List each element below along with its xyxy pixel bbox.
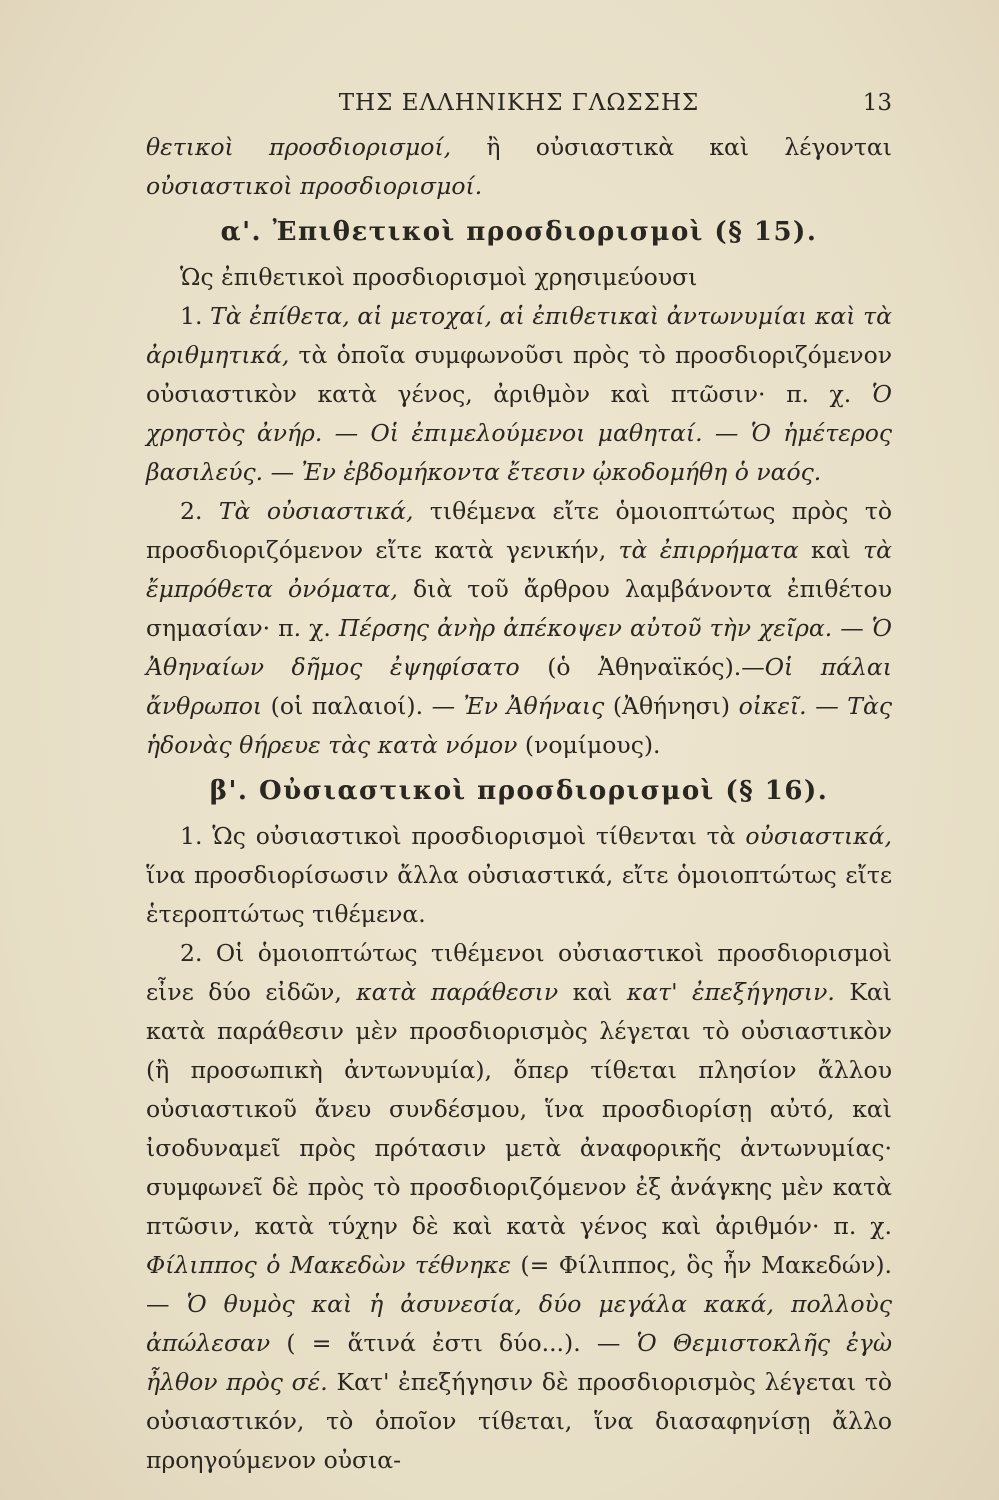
paragraph-text: Οἱ ὁμοιοπτώτως τιθέμενοι οὐσιαστικοὶ προσδιορισμοὶ εἶνε δύο εἰδῶν, xyxy=(146,939,892,1006)
example: Ὁ Θεμιστοκλῆς ἐγὼ ἦλθον πρὸς σέ. xyxy=(146,1329,892,1396)
italic-term: κατ' ἐπεξήγησιν. xyxy=(626,978,835,1006)
paragraph-text: Κατ' ἐπεξήγησιν δὲ προσδιορισμὸς λέγεται τὸ οὐσιαστικόν, τὸ ὁποῖον τίθεται, ἵνα διασαφηνίσῃ ἄλλο προηγούμενον οὐσια- xyxy=(146,1368,892,1474)
paragraph-text: τὰ ὁποῖα συμφωνοῦσι πρὸς τὸ προσδιοριζόμενον οὐσιαστικὸν κατὰ γένος, ἀριθμὸν καὶ πτῶσιν· π. χ. xyxy=(146,341,892,408)
intro-italic-end: οὐσιαστικοὶ προσδιορισμοί. xyxy=(146,172,483,200)
page-header xyxy=(146,84,892,124)
intro-italic-lead: θετικοὶ προσδιορισμοί, xyxy=(146,133,452,161)
italic-terms: Τὰ ἐπίθετα, αἱ μετοχαί, αἱ ἐπιθετικαὶ ἀντωνυμίαι καὶ τὰ ἀριθμητικά, xyxy=(146,302,892,369)
paragraph-text: τιθέμενα εἴτε ὁμοιοπτώτως πρὸς τὸ προσδιοριζόμενον εἴτε κατὰ γενικήν, xyxy=(146,497,892,564)
paragraph-text: Καὶ κατὰ παράθεσιν μὲν προσδιορισμὸς λέγεται τὸ οὐσιαστικὸν (ἢ προσωπικὴ ἀντωνυμία), ὅπερ τίθεται πλησίον ἄλλου οὐσιαστικοῦ ἄνευ συνδέσμου, ἵνα προσδιορίσῃ αὐτό, καὶ ἰσοδυναμεῖ πρὸς πρότασιν μετὰ ἀναφορικῆς ἀντωνυμίας· συμφωνεῖ δὲ πρὸς τὸ προσδιοριζόμενον ἐξ ἀνάγκης μὲν κατὰ πτῶσιν, κατὰ τύχην δὲ καὶ κατὰ γένος καὶ ἀριθμόν· π. χ. xyxy=(146,978,892,1240)
running-title: ΤΗΣ ΕΛΛΗΝΙΚΗΣ ΓΛΩΣΣΗΣ xyxy=(338,90,700,116)
italic-term: τὰ ἔμπρόθετα ὀνόματα, xyxy=(146,536,892,603)
italic-term: τὰ ἐπιρρήματα xyxy=(618,536,799,564)
example: Φίλιππος ὁ Μακεδὼν τέθνηκε xyxy=(146,1251,511,1279)
gloss: (οἱ παλαιοί). — xyxy=(262,692,464,720)
separator: — xyxy=(806,692,848,720)
example: Οἱ πάλαι ἄνθρωποι xyxy=(146,653,892,720)
paragraph-text: Ὡς οὐσιαστικοὶ προσδιορισμοὶ τίθενται τὰ xyxy=(212,822,746,850)
section-a-heading: α'. Ἐπιθετικοὶ προσδιορισμοὶ (§ 15). xyxy=(220,217,818,247)
example: Πέρσης ἀνὴρ ἀπέκοψεν αὐτοῦ τὴν χεῖρα. xyxy=(338,614,833,642)
section-b-heading: β'. Οὐσιαστικοὶ προσδιορισμοὶ (§ 16). xyxy=(209,776,829,806)
paragraph-text: καὶ xyxy=(798,536,864,564)
example: Τὰς ἡδονὰς θήρευε τὰς κατὰ νόμον xyxy=(146,692,892,759)
example: οἰκεῖ. xyxy=(738,692,807,720)
section-b-paragraph-1 xyxy=(146,817,892,934)
separator: — xyxy=(832,614,872,642)
paragraph-number: 2. xyxy=(180,497,219,525)
page-number: 13 xyxy=(862,90,892,116)
paragraph-text: ἵνα προσδιορίσωσιν ἄλλα οὐσιαστικά, εἴτε ὁμοιοπτώτως εἴτε ἑτεροπτώτως τιθέμενα. xyxy=(146,861,892,928)
intro-plain-mid: ἢ οὐσιαστικὰ καὶ λέγονται xyxy=(451,133,892,161)
page-body xyxy=(146,128,892,1480)
gloss: (ὁ Ἀθηναϊκός).— xyxy=(519,653,765,681)
example: Ὁ θυμὸς καὶ ἡ ἀσυνεσία, δύο μεγάλα κακά, πολλοὺς ἀπώλεσαν xyxy=(146,1290,892,1357)
section-a-intro: Ὡς ἐπιθετικοὶ προσδιορισμοὶ χρησιμεύουσι xyxy=(180,263,698,291)
paragraph-number: 2. xyxy=(180,939,216,967)
italic-term: κατὰ παράθεσιν xyxy=(356,978,559,1006)
section-a-paragraph-1 xyxy=(146,297,892,492)
italic-term: Τὰ οὐσιαστικά, xyxy=(218,497,414,525)
example: Ὁ Ἀθηναίων δῆμος ἐψηφίσατο xyxy=(146,614,892,681)
paragraph-text: διὰ τοῦ ἄρθρου λαμβάνοντα ἐπιθέτου σημασίαν· π. χ. xyxy=(146,575,892,642)
paragraph-text: καὶ xyxy=(558,978,627,1006)
italic-examples: Ὁ χρηστὸς ἀνήρ. — Οἱ ἐπιμελούμενοι μαθηταί. — Ὁ ἡμέτερος βασιλεύς. — Ἐν ἑβδομήκοντα ἔτεσιν ᾠκοδομήθη ὁ ναός. xyxy=(146,380,892,486)
paragraph-number: 1. xyxy=(180,302,211,330)
gloss: (= Φίλιππος, ὃς ἦν Μακεδών). — xyxy=(146,1251,893,1318)
section-a-paragraph-2 xyxy=(146,492,892,765)
example: Ἐν Ἀθήναις xyxy=(463,692,605,720)
section-b-paragraph-2 xyxy=(146,934,892,1480)
paragraph-number: 1. xyxy=(180,822,213,850)
gloss: (νομίμους). xyxy=(517,731,661,759)
intro-continuation xyxy=(146,128,892,206)
gloss: (Ἀθήνησι) xyxy=(604,692,739,720)
italic-term: οὐσιαστικά, xyxy=(745,822,892,850)
gloss: ( = ἅτινά ἐστι δύο...). — xyxy=(270,1329,637,1357)
